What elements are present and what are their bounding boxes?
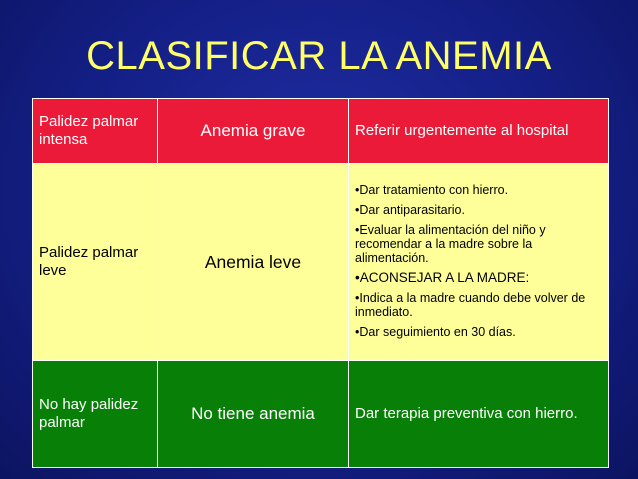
treatment-item: •Indica a la madre cuando debe volver de inmediato. (355, 290, 586, 319)
anemia-classification-table (32, 98, 609, 468)
treatment-item: •Dar seguimiento en 30 días. (355, 324, 516, 339)
table-row-anemia-grave (33, 99, 609, 164)
treatment-item: •Dar antiparasitario. (355, 202, 465, 217)
treatment-cell: Dar terapia preventiva con hierro. (349, 361, 609, 468)
table-row-anemia-leve (33, 164, 609, 361)
treatment-item: •Dar tratamiento con hierro. (355, 182, 509, 197)
classification-cell: No tiene anemia (158, 361, 349, 468)
treatment-item: •ACONSEJAR A LA MADRE: (355, 269, 530, 285)
classification-cell: Anemia grave (158, 99, 349, 164)
sign-cell: Palidez palmar leve (33, 164, 158, 361)
slide-title: CLASIFICAR LA ANEMIA (86, 34, 552, 78)
sign-cell: Palidez palmar intensa (33, 99, 158, 164)
treatment-item: •Evaluar la alimentación del niño y recomendar a la madre sobre la alimentación. (355, 222, 546, 265)
table-row-no-anemia (33, 361, 609, 468)
treatment-list-cell (349, 164, 609, 361)
treatment-cell: Referir urgentemente al hospital (349, 99, 609, 164)
sign-cell: No hay palidez palmar (33, 361, 158, 468)
classification-cell: Anemia leve (158, 164, 349, 361)
